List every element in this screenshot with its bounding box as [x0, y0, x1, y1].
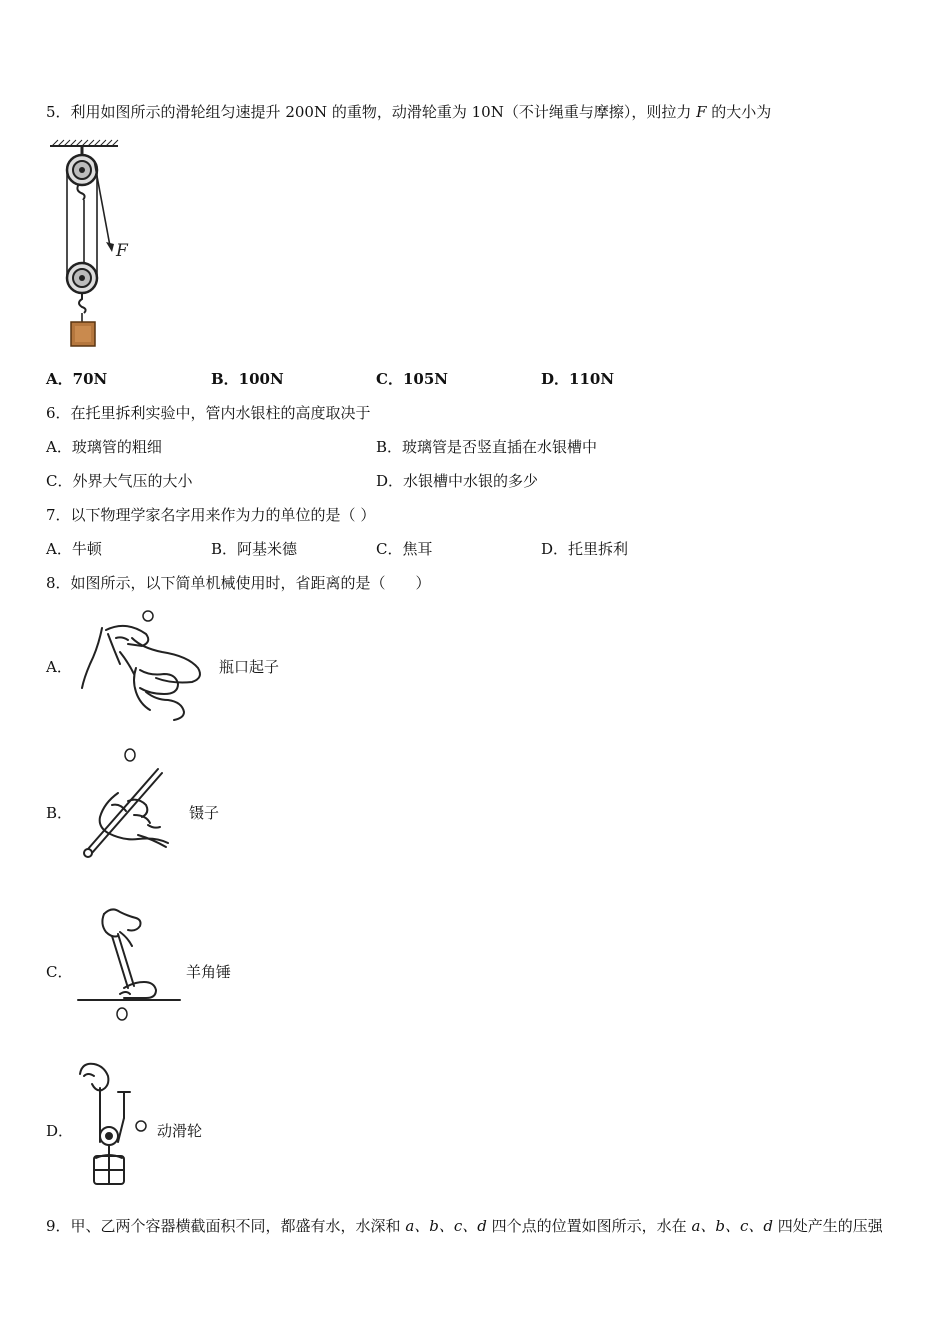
q5-option-c[interactable]: C．105N: [376, 370, 448, 388]
q8-option-b[interactable]: B．: [46, 804, 73, 822]
bottle-opener-figure: [76, 608, 216, 723]
q8-text: 8．如图所示，以下简单机械使用时，省距离的是（ ）: [46, 574, 431, 592]
q8-option-c[interactable]: C．: [46, 963, 73, 981]
q9-text: 9．甲、乙两个容器横截面积不同，都盛有水，水深和 a、b、c、d 四个点的位置如图所示，水在 a、b、c、d 四处产生的压强: [46, 1217, 883, 1235]
q5-option-a[interactable]: A．70N: [46, 370, 108, 388]
tweezers-figure: [78, 745, 188, 865]
q6-option-a[interactable]: A．玻璃管的粗细: [46, 438, 162, 456]
q6-text: 6．在托里拆利实验中，管内水银柱的高度取决于: [46, 404, 371, 422]
q5-option-d[interactable]: D．110N: [541, 370, 615, 388]
q9-vars-2: a、b、c、d: [691, 1217, 773, 1235]
movable-pulley-figure: [74, 1058, 154, 1190]
q8-label-d: 动滑轮: [157, 1122, 203, 1140]
q5-text: 5．利用如图所示的滑轮组匀速提升 200N 的重物，动滑轮重为 10N（不计绳重与摩擦），则拉力 F 的大小为: [46, 103, 772, 121]
q7-option-c[interactable]: C．焦耳: [376, 540, 433, 558]
q5-option-b[interactable]: B．100N: [211, 370, 284, 388]
q6-option-b[interactable]: B．玻璃管是否竖直插在水银槽中: [376, 438, 598, 456]
q7-option-a[interactable]: A．牛顿: [46, 540, 102, 558]
q8-option-d[interactable]: D．: [46, 1122, 74, 1140]
q5-var-f: F: [696, 103, 707, 121]
q7-text: 7．以下物理学家名字用来作为力的单位的是（ ）: [46, 506, 376, 524]
q7-option-d[interactable]: D．托里拆利: [541, 540, 629, 558]
q8-option-a[interactable]: A．: [46, 658, 72, 676]
q8-label-c: 羊角锤: [186, 963, 232, 981]
q9-vars-1: a、b、c、d: [405, 1217, 487, 1235]
pulley-system-figure: [44, 138, 144, 353]
q8-label-a: 瓶口起子: [219, 658, 280, 676]
q8-label-b: 镊子: [189, 804, 220, 822]
q7-option-b[interactable]: B．阿基米德: [211, 540, 298, 558]
claw-hammer-figure: [76, 902, 186, 1024]
q6-option-d[interactable]: D．水银槽中水银的多少: [376, 472, 539, 490]
force-label: F: [116, 241, 128, 261]
q6-option-c[interactable]: C．外界大气压的大小: [46, 472, 193, 490]
